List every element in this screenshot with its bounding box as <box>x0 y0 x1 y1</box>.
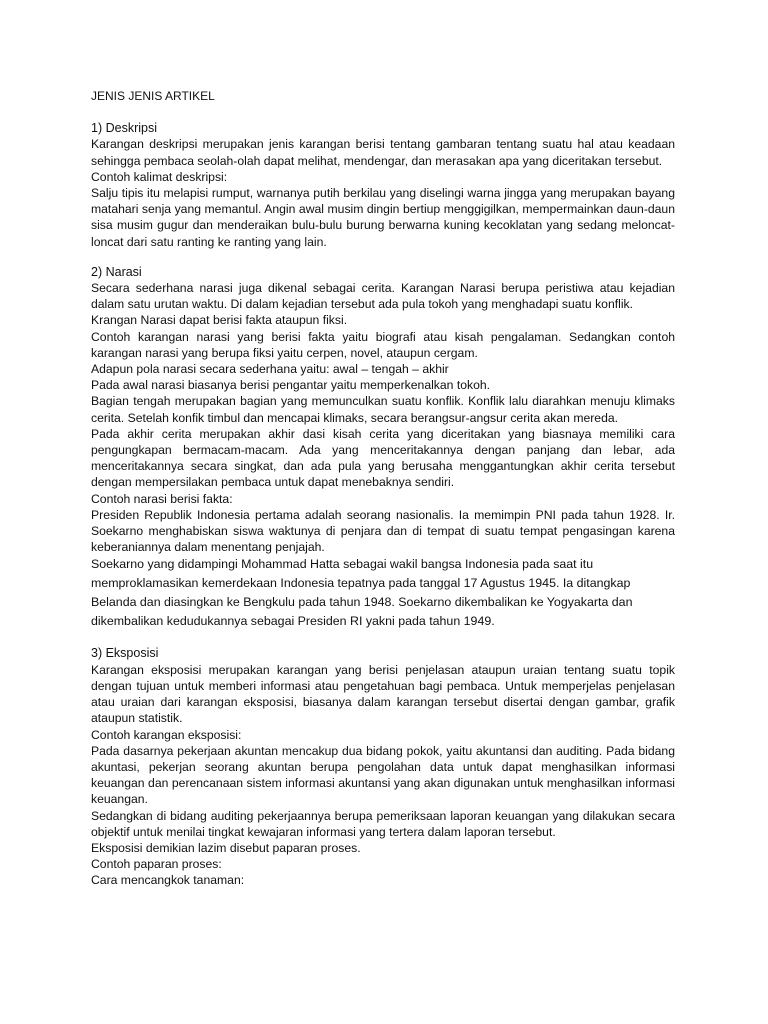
paragraph: Contoh karangan eksposisi: <box>91 727 242 742</box>
paragraph: Karangan eksposisi merupakan karangan yang berisi penjelasan ataupun uraian tentang suatu topik dengan tujuan untuk memberi informasi atau pengetahuan bagi pembaca. Untuk memperjelas penjelasan atau uraian dari karangan eksposisi, biasanya dalam karangan tersebut disertai dengan gambar, grafik ataupun statistik. <box>91 662 675 726</box>
paragraph: Contoh paparan proses: <box>91 857 222 872</box>
paragraph: Contoh karangan narasi yang berisi fakta yaitu biografi atau kisah pengalaman. Sedangkan contoh karangan narasi yang berupa fiksi yaitu cerpen, novel, ataupun cergam. <box>91 329 675 360</box>
paragraph: Sedangkan di bidang auditing pekerjaannya berupa pemeriksaan laporan keuangan yang dilakukan secara objektif untuk menilai tingkat kewajaran informasi yang tertera dalam laporan tersebut. <box>91 808 675 839</box>
paragraph: Secara sederhana narasi juga dikenal sebagai cerita. Karangan Narasi berupa peristiwa atau kejadian dalam satu urutan waktu. Di dalam kejadian tersebut ada pula tokoh yang menghadapi suatu konflik. <box>91 281 675 312</box>
section-eksposisi <box>91 645 675 888</box>
paragraph-line: dikembalikan kedudukannya sebagai Presiden RI yakni pada tahun 1949. <box>91 614 495 629</box>
section-narasi <box>91 264 675 632</box>
paragraph: Presiden Republik Indonesia pertama adalah seorang nasionalis. Ia memimpin PNI pada tahun 1928. Ir. Soekarno menghabiskan siswa waktunya di penjara dan di tempat di suatu tempat pengasingan karena keberaniannya dalam menentang penjajah. <box>91 507 675 555</box>
section-heading: 3) Eksposisi <box>91 646 159 661</box>
paragraph: Krangan Narasi dapat berisi fakta ataupun fiksi. <box>91 313 348 328</box>
section-heading: 2) Narasi <box>91 264 142 279</box>
paragraph: Contoh kalimat deskripsi: <box>91 169 228 184</box>
paragraph: Adapun pola narasi secara sederhana yaitu: awal – tengah – akhir <box>91 362 449 377</box>
paragraph-line: Soekarno yang didampingi Mohammad Hatta sebagai wakil bangsa Indonesia pada saat itu <box>91 557 594 572</box>
paragraph-line: memproklamasikan kemerdekaan Indonesia tepatnya pada tanggal 17 Agustus 1945. Ia ditangkap <box>91 576 631 591</box>
document-title: JENIS JENIS ARTIKEL <box>91 89 215 103</box>
document-page <box>91 88 675 903</box>
paragraph: Pada akhir cerita merupakan akhir dasi kisah cerita yang diceritakan yang biasnaya memiliki cara pengungkapan bermacam-macam. Ada yang menceritakannya dengan panjang dan lebar, ada menceritakannya secara singkat, dan ada pula yang berusaha menggantungkan akhir cerita tersebut dengan mempersilakan pembaca untuk dapat menebaknya sendiri. <box>91 426 675 490</box>
paragraph: Salju tipis itu melapisi rumput, warnanya putih berkilau yang diselingi warna jingga yang merupakan bayang matahari senja yang memantul. Angin awal musim dingin bertiup menggigilkan, mempermainkan daun-daun sisa musim gugur dan menderaikan bulu-bulu burung berwarna kuning kecoklatan yang sedang meloncat-loncat dari satu ranting ke ranting yang lain. <box>91 186 675 249</box>
paragraph: Karangan deskripsi merupakan jenis karangan berisi tentang gambaran tentang suatu hal atau keadaan sehingga pembaca seolah-olah dapat melihat, mendengar, dan merasakan apa yang diceritakan tersebut. <box>91 137 675 168</box>
section-deskripsi <box>91 120 675 250</box>
section-heading: 1) Deskripsi <box>91 121 157 136</box>
paragraph: Eksposisi demikian lazim disebut paparan proses. <box>91 840 361 855</box>
paragraph-line: Belanda dan diasingkan ke Bengkulu pada tahun 1948. Soekarno dikembalikan ke Yogyakarta dan <box>91 595 633 610</box>
paragraph: Contoh narasi berisi fakta: <box>91 491 233 506</box>
paragraph: Bagian tengah merupakan bagian yang memunculkan suatu konflik. Konflik lalu diarahkan menuju klimaks cerita. Setelah konfik timbul dan mencapai klimaks, secara berangsur-angsur cerita akan mereda. <box>91 394 675 425</box>
paragraph: Cara mencangkok tanaman: <box>91 873 245 888</box>
paragraph: Pada dasarnya pekerjaan akuntan mencakup dua bidang pokok, yaitu akuntansi dan auditing. Pada bidang akuntasi, pekerjan seorang akuntan berupa pengolahan data untuk dapat menghasilkan informasi keuangan dan perencanaan sistem informasi akuntansi yang akan digunakan untuk menghasilkan informasi keuangan. <box>91 743 675 807</box>
paragraph: Pada awal narasi biasanya berisi pengantar yaitu memperkenalkan tokoh. <box>91 378 491 393</box>
